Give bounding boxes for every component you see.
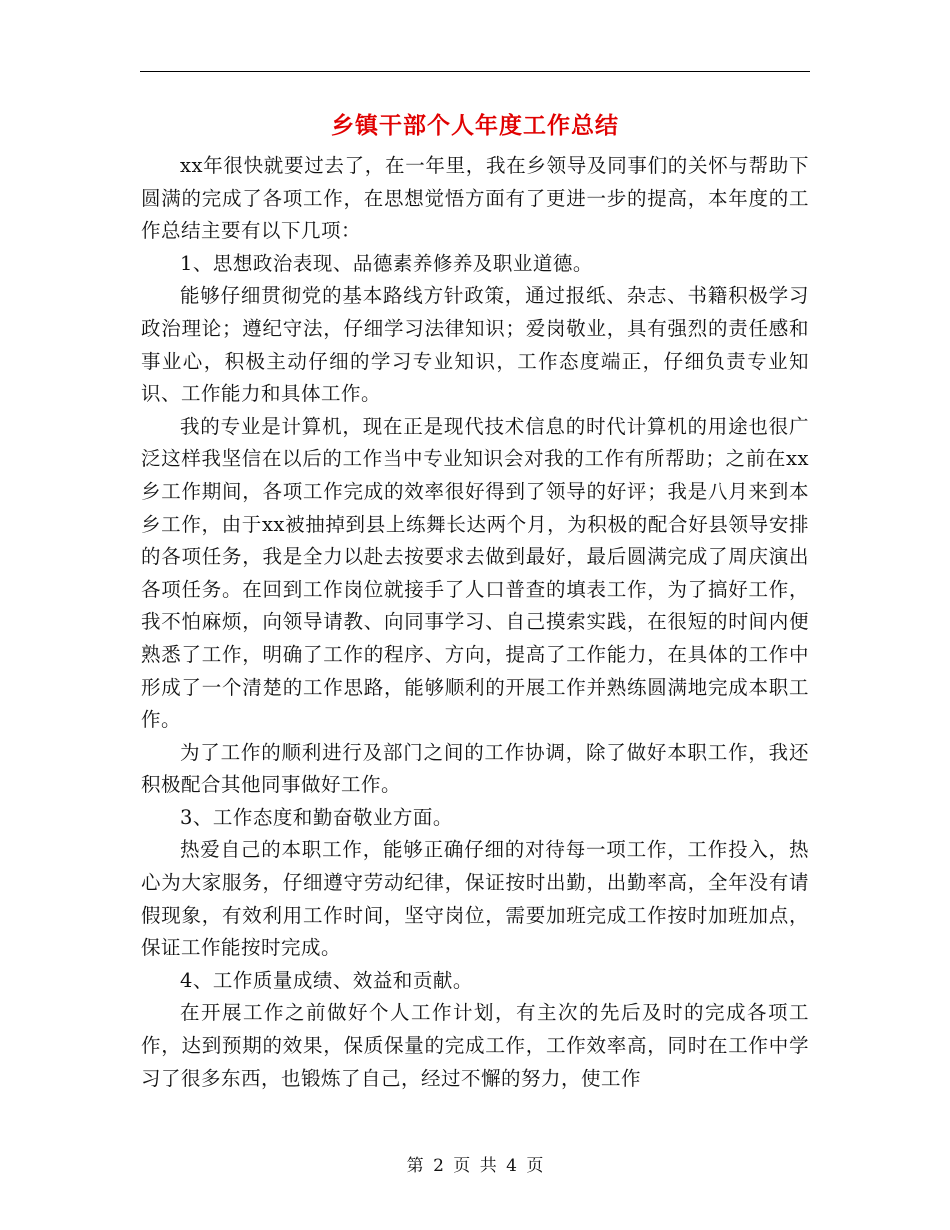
paragraph-cooperation: 为了工作的顺利进行及部门之间的工作协调，除了做好本职工作，我还积极配合其他同事做好工作。 — [141, 740, 809, 797]
page-number: 第 2 页 共 4 页 — [406, 1156, 544, 1176]
section-heading-1: 1、思想政治表现、品德素养修养及职业道德。 — [180, 251, 593, 275]
section-heading-4: 4、工作质量成绩、效益和贡献。 — [180, 968, 473, 992]
paragraph-quality: 在开展工作之前做好个人工作计划，有主次的先后及时的完成各项工作，达到预期的效果，保质保量的完成工作，工作效率高，同时在工作中学习了很多东西，也锻炼了自己，经过不懈的努力，使工作 — [141, 1001, 809, 1090]
paragraph-ideology: 能够仔细贯彻党的基本路线方针政策，通过报纸、杂志、书籍积极学习政治理论；遵纪守法，仔细学习法律知识；爱岗敬业，具有强烈的责任感和事业心，积极主动仔细的学习专业知识，工作态度端正，仔细负责专业知识、工作能力和具体工作。 — [141, 284, 809, 406]
paragraph-profession: 我的专业是计算机，现在正是现代技术信息的时代计算机的用途也很广泛这样我坚信在以后的工作当中专业知识会对我的工作有所帮助；之前在xx乡工作期间，各项工作完成的效率很好得到了领导的好评；我是八月来到本乡工作，由于xx被抽掉到县上练舞长达两个月，为积极的配合好县领导安排的各项任务，我是全力以赴去按要求去做到最好，最后圆满完成了周庆演出各项任务。在回到工作岗位就接手了人口普查的填表工作，为了搞好工作，我不怕麻烦，向领导请教、向同事学习、自己摸索实践，在很短的时间内便熟悉了工作，明确了工作的程序、方向，提高了工作能力，在具体的工作中形成了一个清楚的工作思路，能够顺利的开展工作并熟练圆满地完成本职工作。 — [141, 414, 809, 732]
document-title: 乡镇干部个人年度工作总结 — [331, 113, 619, 139]
section-heading-3: 3、工作态度和勤奋敬业方面。 — [180, 805, 453, 829]
paragraph-attitude: 热爱自己的本职工作，能够正确仔细的对待每一项工作，工作投入，热心为大家服务，仔细遵守劳动纪律，保证按时出勤，出勤率高，全年没有请假现象，有效利用工作时间，坚守岗位，需要加班完成工作按时加班加点，保证工作能按时完成。 — [141, 838, 809, 960]
paragraph-intro: xx年很快就要过去了，在一年里，我在乡领导及同事们的关怀与帮助下圆满的完成了各项工作，在思想觉悟方面有了更进一步的提高，本年度的工作总结主要有以下几项： — [141, 154, 809, 243]
document-body — [141, 150, 809, 1095]
header-rule — [140, 71, 810, 72]
